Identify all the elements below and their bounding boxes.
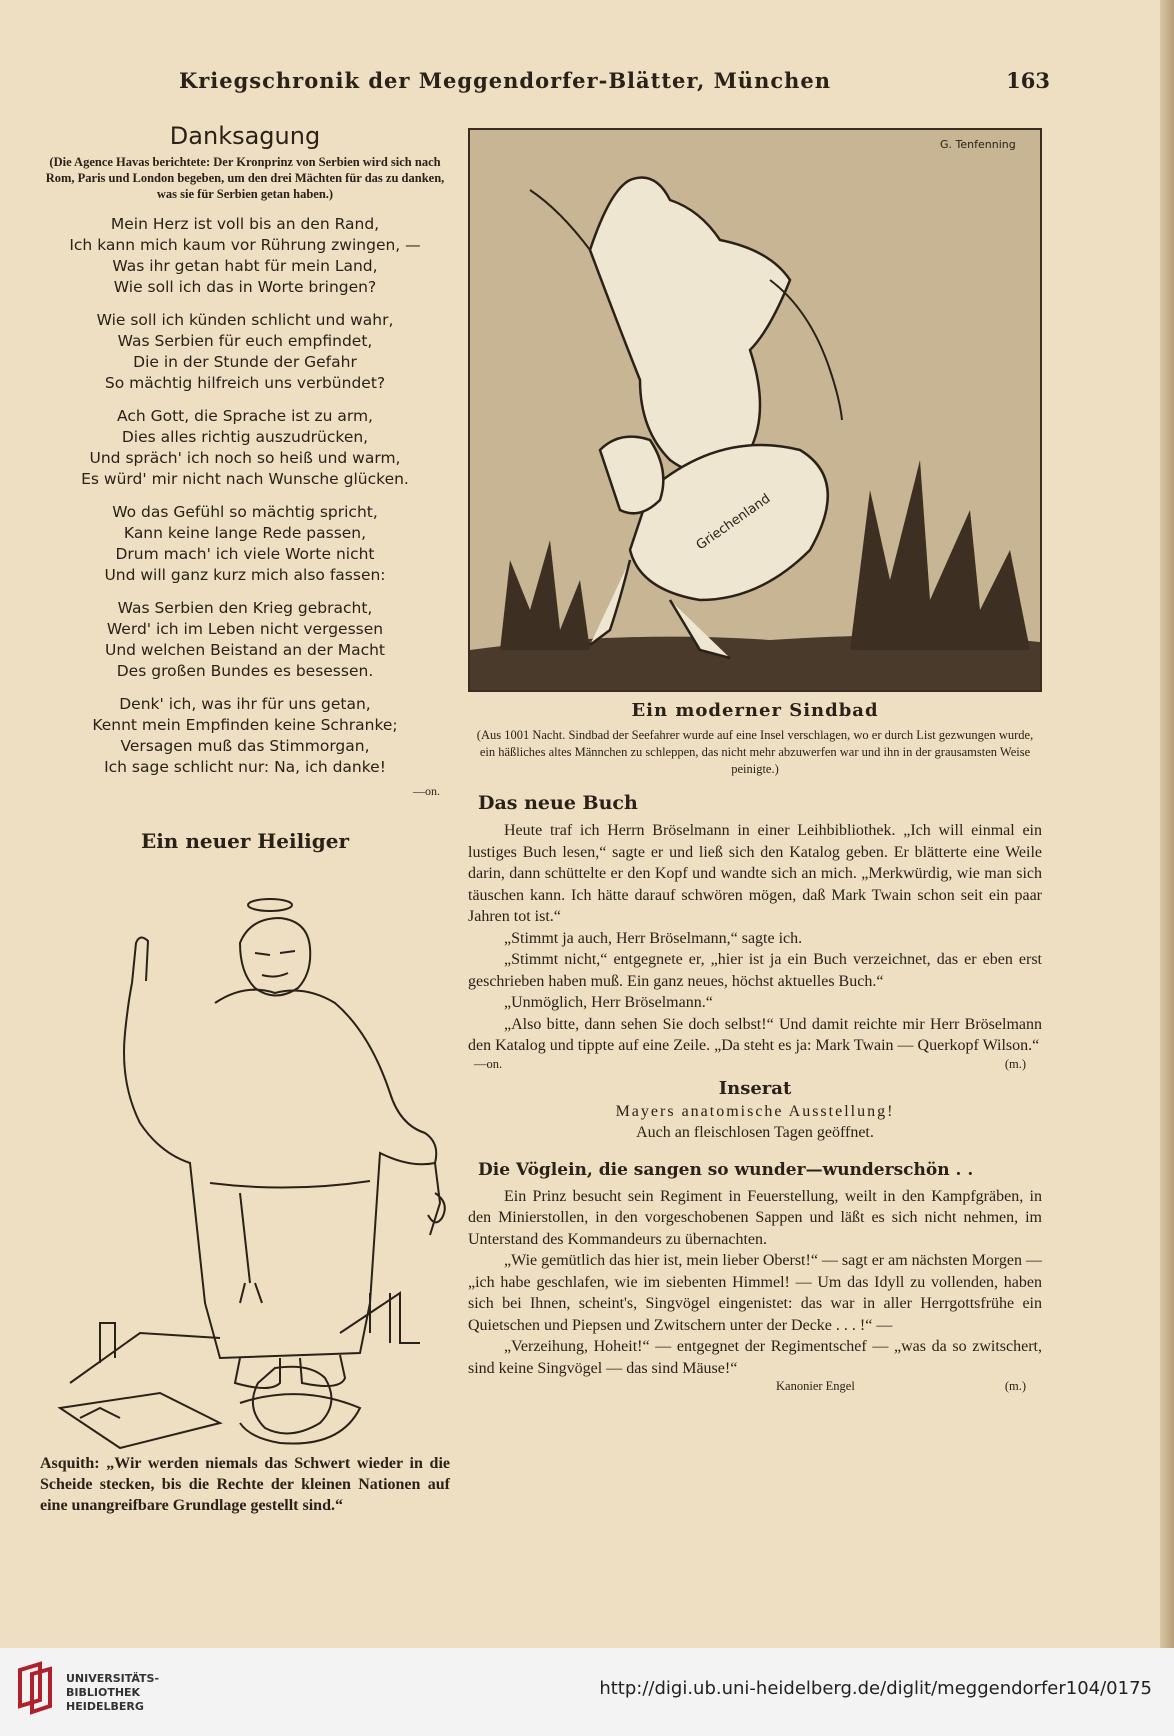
poem-line: Wo das Gefühl so mächtig spricht, <box>112 503 378 521</box>
poem-line: Ich kann mich kaum vor Rührung zwingen, — <box>69 236 421 254</box>
poem-line: Was ihr getan habt für mein Land, <box>112 257 378 275</box>
poem-line: Werd' ich im Leben nicht vergessen <box>106 620 384 638</box>
stanza <box>40 214 450 298</box>
sig-right: (m.) <box>1004 1056 1026 1071</box>
cartoon-drawing <box>470 130 1040 690</box>
poem-line: Was Serbien den Krieg gebracht, <box>117 599 373 617</box>
library-line-2: BIBLIOTHEK <box>66 1686 141 1699</box>
stanza <box>40 406 450 490</box>
buch-signature <box>468 1057 1042 1072</box>
paragraph: „Verzeihung, Hoheit!“ — entgegnet der Regimentschef — „was da so zwitschert, sind keine Singvögel — das sind Mäuse!“ <box>468 1338 1042 1377</box>
cartoon-title: Ein moderner Sindbad <box>631 700 879 721</box>
page-header <box>40 68 1050 102</box>
poem-line: So mächtig hilfreich uns verbündet? <box>104 374 386 392</box>
library-logo[interactable] <box>10 1660 60 1720</box>
sig-right: (m.) <box>1004 1379 1026 1393</box>
voeglein-title: Die Vöglein, die sangen so wunder—wunderschön . . <box>478 1159 974 1180</box>
poem-line: Des großen Bundes es besessen. <box>116 662 374 680</box>
sig-author: Kanonier Engel <box>776 1379 855 1393</box>
inserat-line-1: Mayers anatomische Ausstellung! <box>615 1102 895 1120</box>
sindbad-cartoon <box>468 128 1042 692</box>
paragraph: „Wie gemütlich das hier ist, mein lieber Oberst!“ — sagt er am nächsten Morgen — „ich habe geschlafen, wie im siebenten Himmel! — Um das Idyll zu vollenden, haben sich bei Ihnen, scheint's, Singvögel eingenistet: das war in aller Herrgottsfrühe ein Quietschen und Piepsen und Zwitschern unter der Decke . . . !“ — <box>468 1252 1043 1334</box>
library-line-3: HEIDELBERG <box>66 1700 144 1713</box>
cartoon-label: Griechenland <box>693 491 774 554</box>
poem-line: Drum mach' ich viele Worte nicht <box>115 545 375 563</box>
source-url[interactable]: http://digi.ub.uni-heidelberg.de/diglit/meggendorfer104/0175 <box>599 1678 1152 1699</box>
saint-title: Ein neuer Heiliger <box>140 829 350 853</box>
library-logo-icon <box>10 1660 60 1720</box>
saint-caption: Asquith: „Wir werden niemals das Schwert wieder in die Scheide stecken, bis die Rechte der kleinen Nationen auf eine unangreifbare Grundlage gestellt sind.“ <box>40 1455 450 1514</box>
poem-line: Mein Herz ist voll bis an den Rand, <box>110 215 380 233</box>
poem-line: Kennt mein Empfinden keine Schranke; <box>92 716 398 734</box>
poem-line: Es würd' mir nicht nach Wunsche glücken. <box>81 470 409 488</box>
poem <box>40 214 450 778</box>
poem-line: Was Serbien für euch empfindet, <box>117 332 373 350</box>
inserat-title: Inserat <box>718 1077 792 1099</box>
poem-line: Und spräch' ich noch so heiß und warm, <box>89 449 401 467</box>
head <box>240 918 310 996</box>
paragraph: „Also bitte, dann sehen Sie doch selbst!“ Und damit reichte mir Herr Bröselmann den Katalog und tippte auf eine Zeile. „Da steht es ja: Mark Twain — Querkopf Wilson.“ <box>468 1015 1042 1054</box>
header-title: Kriegschronik der Meggendorfer-Blätter, München <box>178 68 832 93</box>
paragraph: „Unmöglich, Herr Bröselmann.“ <box>504 994 713 1011</box>
poem-line: Kann keine lange Rede passen, <box>123 524 367 542</box>
poem-title: Danksagung <box>169 122 321 150</box>
paragraph: „Stimmt ja auch, Herr Bröselmann,“ sagte ich. <box>504 929 803 947</box>
stanza <box>40 598 450 682</box>
poem-line: Und welchen Beistand an der Macht <box>104 641 386 659</box>
poem-line: Die in der Stunde der Gefahr <box>133 353 357 371</box>
left-column <box>40 118 450 1516</box>
buch-title: Das neue Buch <box>478 792 638 814</box>
stanza <box>40 694 450 778</box>
right-column <box>468 128 1042 1400</box>
page-edge <box>1160 0 1174 1648</box>
poem-note: (Die Agence Havas berichtete: Der Kronprinz von Serbien wird sich nach Rom, Paris und London begeben, um den drei Mächten für das zu danken, was sie für Serbien getan haben.) <box>45 155 445 201</box>
paragraph: „Stimmt nicht,“ entgegnete er, „hier ist ja ein Buch verzeichnet, das er eben erst geschrieben haben muß. Ein ganz neues, höchst aktuelles Buch.“ <box>468 951 1042 990</box>
cartoon-signature: G. Tenfenning <box>940 138 1016 151</box>
poem-line: Und will ganz kurz mich also fassen: <box>104 566 386 584</box>
page-number: 163 <box>1006 68 1050 93</box>
poem-line: Versagen muß das Stimmorgan, <box>120 737 370 755</box>
poem-line: Ach Gott, die Sprache ist zu arm, <box>117 407 373 425</box>
monk-drawing <box>40 863 450 1453</box>
stanza <box>40 310 450 394</box>
library-name <box>66 1672 159 1714</box>
poem-line: Wie soll ich das in Worte bringen? <box>113 278 377 296</box>
saint-illustration <box>40 863 450 1453</box>
halo <box>248 899 292 911</box>
poem-line: Wie soll ich künden schlicht und wahr, <box>96 311 394 329</box>
cartoon-caption: (Aus 1001 Nacht. Sindbad der Seefahrer wurde auf eine Insel verschlagen, wo er durch List gezwungen wurde, ein häßliches altes Männchen zu schleppen, das nicht mehr abzuwerfen war und ihn in der grausamsten Weise peinigte.) <box>476 728 1034 776</box>
buch-body <box>468 820 1042 1057</box>
poem-line: Dies alles richtig auszudrücken, <box>121 428 369 446</box>
paragraph: Ein Prinz besucht sein Regiment in Feuerstellung, weilt in den Kampfgräben, in den Minierstollen, in den vorgeschobenen Sappen und läßt es sich nicht nehmen, im Unterstand des Kommandeurs zu übernachten. <box>468 1187 1042 1248</box>
library-line-1: UNIVERSITÄTS- <box>66 1672 160 1685</box>
inserat-line-2: Auch an fleischlosen Tagen geöffnet. <box>636 1124 874 1141</box>
voeglein-body <box>468 1186 1042 1380</box>
poem-line: Ich sage schlicht nur: Na, ich danke! <box>104 758 386 776</box>
poem-line: Denk' ich, was ihr für uns getan, <box>119 695 371 713</box>
voeglein-signature <box>468 1379 1042 1394</box>
poem-signature: —on. <box>413 784 440 798</box>
stanza <box>40 502 450 586</box>
viewer-footer <box>0 1648 1174 1736</box>
sig-left: —on. <box>474 1056 503 1071</box>
paragraph: Heute traf ich Herrn Bröselmann in einer Leihbibliothek. „Ich will einmal ein lustiges Buch lesen,“ sagte er und ließ sich den Katalog geben. Er blätterte eine Weile darin, dann schüttelte er den Kopf und wandte sich an mich. „Merkwürdig, wie man sich täuschen kann. Ich hätte darauf schwören mögen, daß Mark Twain schon seit ein paar Jahren tot ist.“ <box>468 822 1042 925</box>
